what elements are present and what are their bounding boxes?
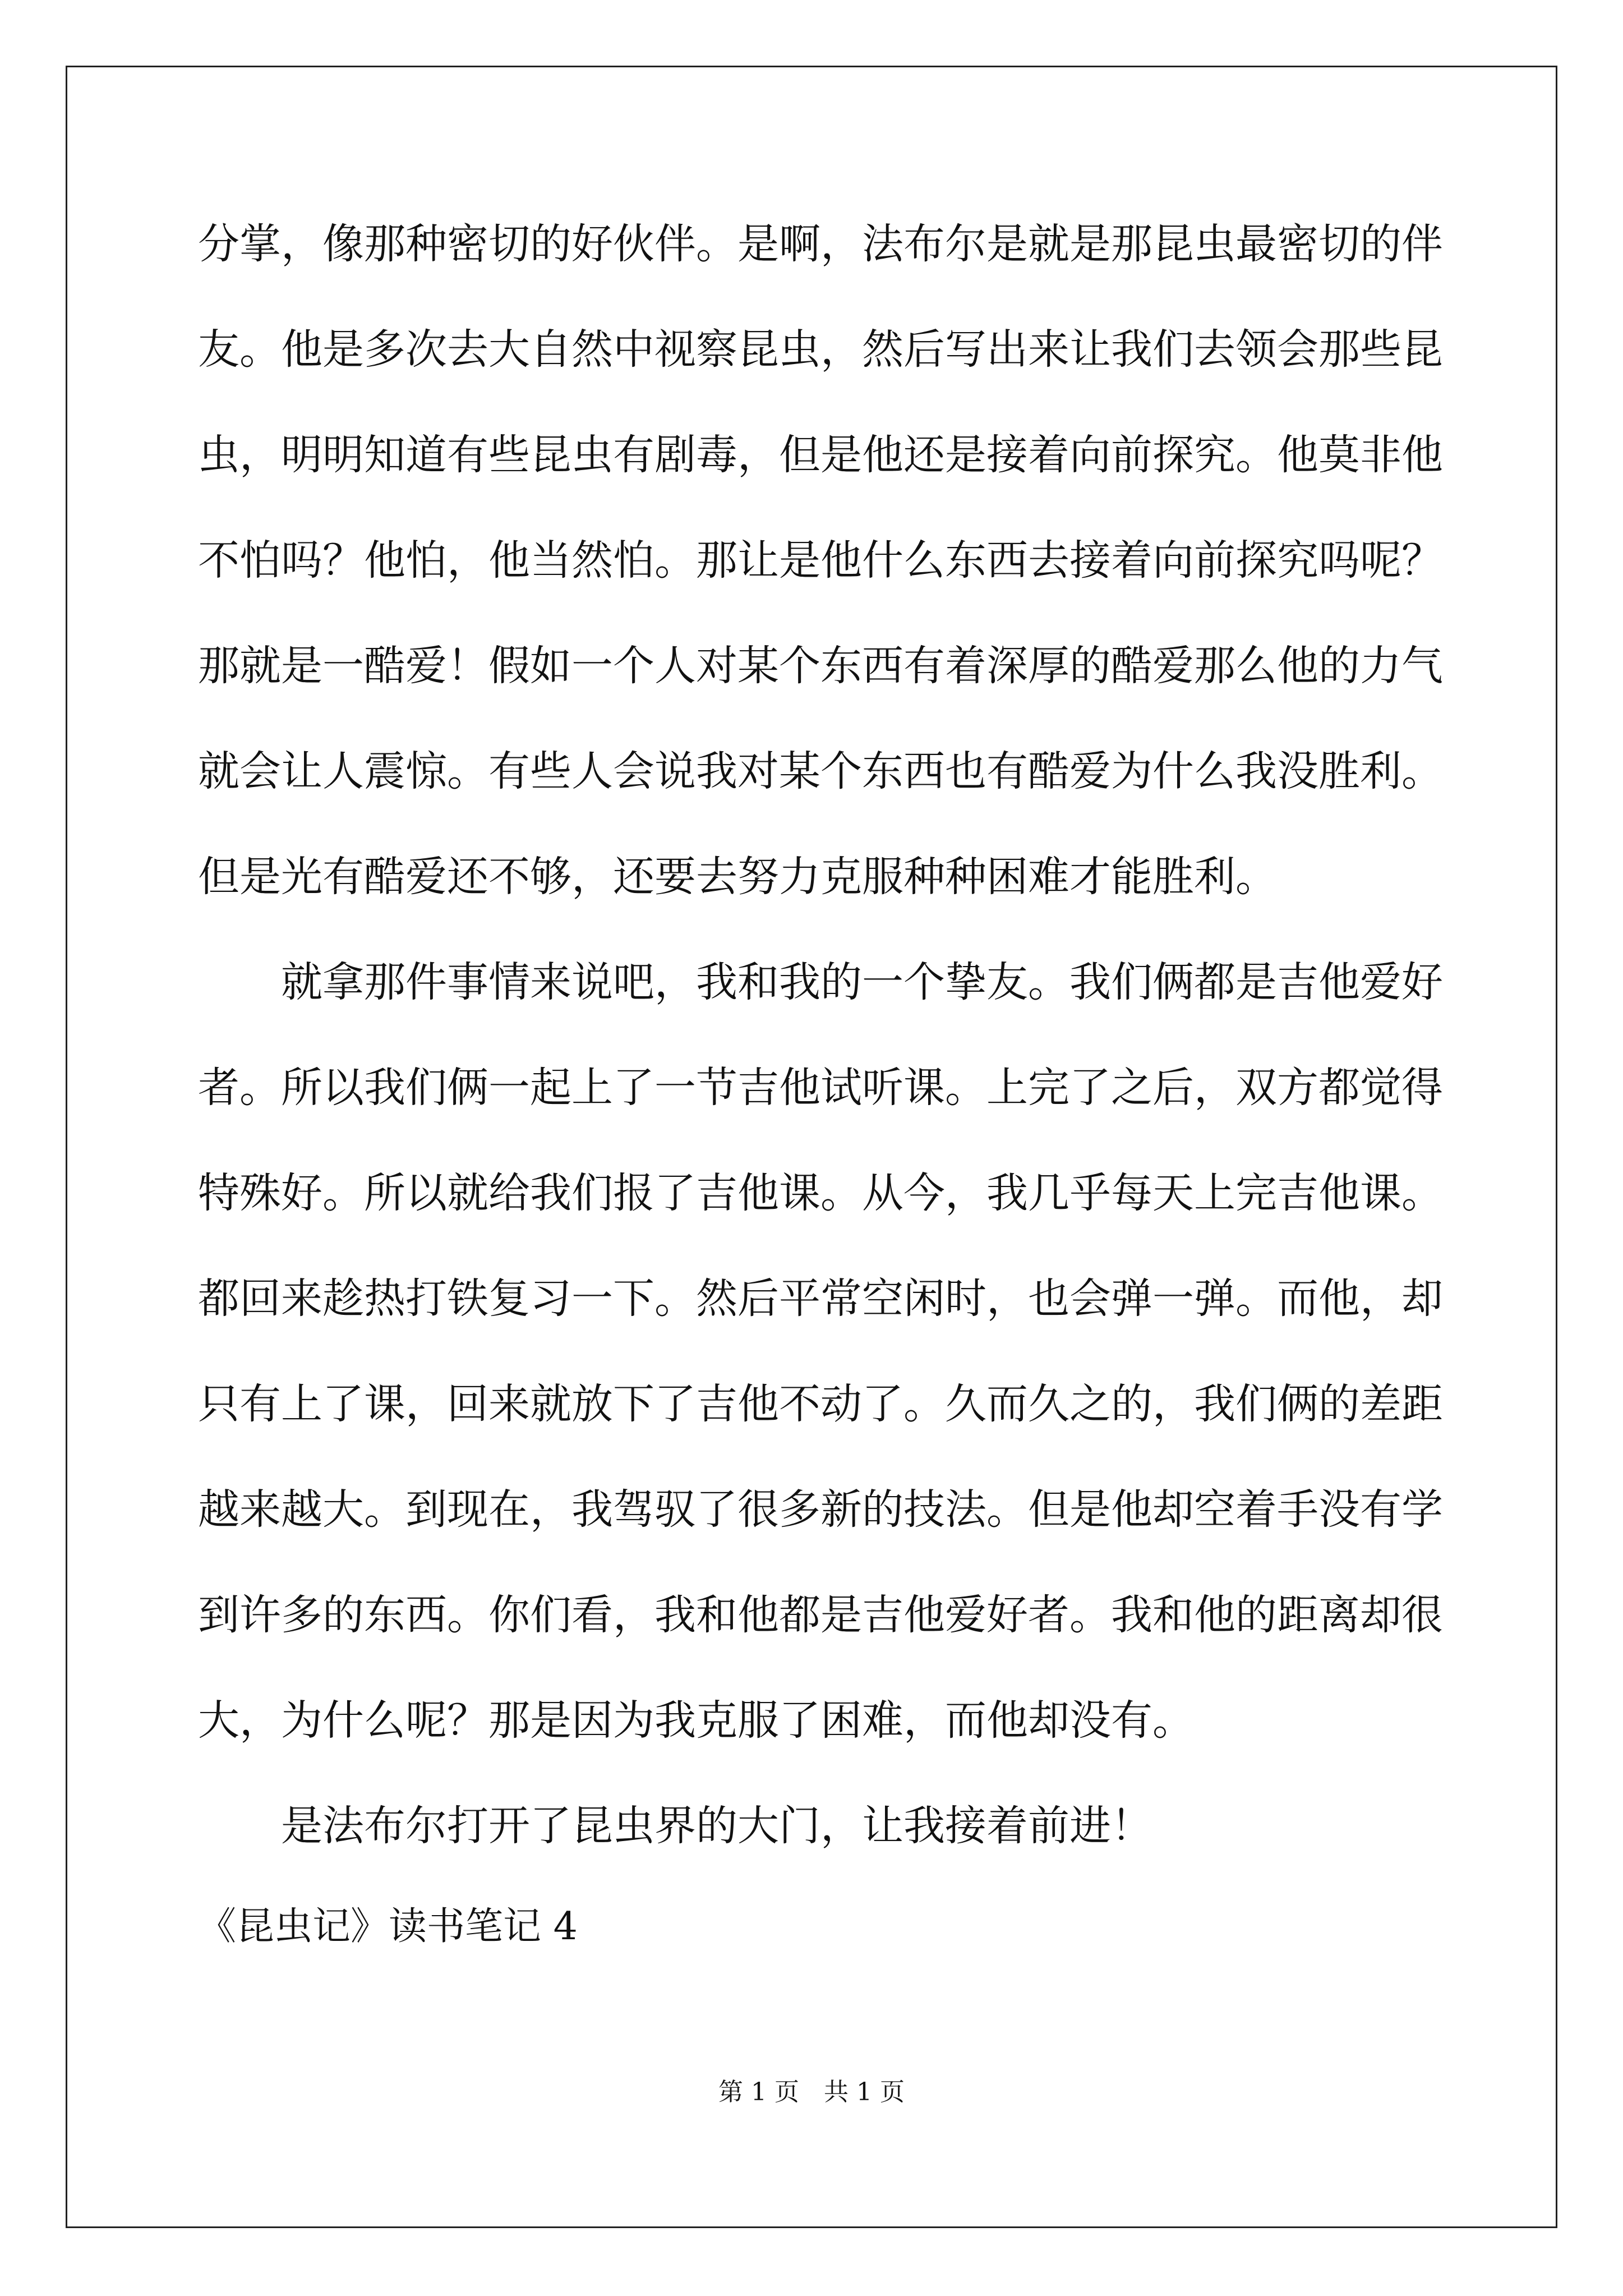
text-line: 那就是一酷爱！假如一个人对某个东西有着深厚的酷爱那么他的力气 xyxy=(198,642,1443,690)
text-line: 只有上了课，回来就放下了吉他不动了。久而久之的，我们俩的差距 xyxy=(198,1380,1443,1428)
text-line: 不怕吗？他怕，他当然怕。那让是他什么东西去接着向前探究吗呢？ xyxy=(198,536,1443,585)
text-line: 特殊好。所以就给我们报了吉他课。从今，我几乎每天上完吉他课。 xyxy=(198,1169,1443,1217)
section-title: 《昆虫记》读书笔记 4 xyxy=(198,1904,578,1949)
text-line: 但是光有酷爱还不够，还要去努力克服种种困难才能胜利。 xyxy=(198,853,1277,901)
text-line: 分掌，像那种密切的好伙伴。是啊，法布尔是就是那昆虫最密切的伴 xyxy=(198,220,1443,268)
page-footer: 第 1 页 共 1 页 xyxy=(718,2078,905,2106)
text-line: 都回来趁热打铁复习一下。然后平常空闲时，也会弹一弹。而他，却 xyxy=(198,1274,1443,1323)
text-line: 者。所以我们俩一起上了一节吉他试听课。上完了之后，双方都觉得 xyxy=(198,1064,1443,1112)
text-line: 友。他是多次去大自然中视察昆虫，然后写出来让我们去领会那些昆 xyxy=(198,325,1443,374)
text-line: 就拿那件事情来说吧，我和我的一个挚友。我们俩都是吉他爱好 xyxy=(281,958,1443,1006)
text-line: 就会让人震惊。有些人会说我对某个东西也有酷爱为什么我没胜利。 xyxy=(198,747,1443,795)
text-line: 大，为什么呢？那是因为我克服了困难，而他却没有。 xyxy=(198,1696,1194,1745)
text-line: 是法布尔打开了昆虫界的大门，让我接着前进！ xyxy=(281,1802,1152,1850)
text-line: 到许多的东西。你们看，我和他都是吉他爱好者。我和他的距离却很 xyxy=(198,1591,1443,1639)
text-line: 虫，明明知道有些昆虫有剧毒，但是他还是接着向前探究。他莫非他 xyxy=(198,431,1443,479)
text-line: 越来越大。到现在，我驾驭了很多新的技法。但是他却空着手没有学 xyxy=(198,1485,1443,1534)
